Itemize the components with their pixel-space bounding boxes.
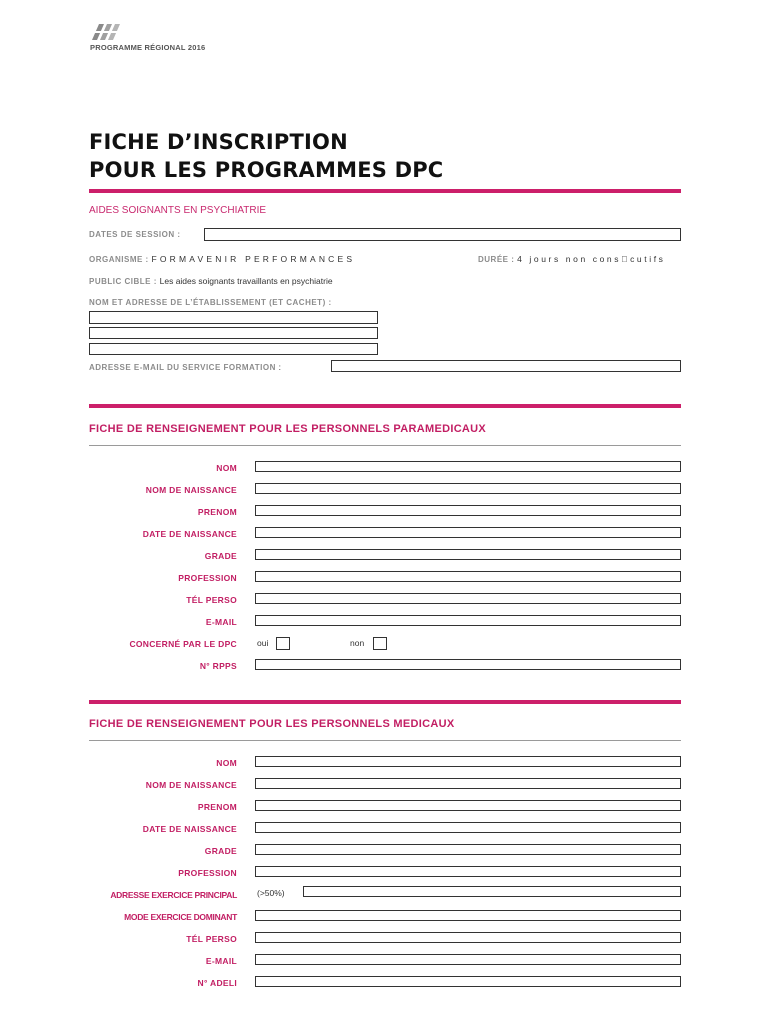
session-subtitle: AIDES SOIGNANTS EN PSYCHIATRIE <box>89 205 267 216</box>
etablissement-line-1[interactable] <box>89 311 378 324</box>
paramedical-divider <box>89 445 681 446</box>
etablissement-label: NOM ET ADRESSE DE L’ÉTABLISSEMENT (ET CACHET) : <box>89 298 332 307</box>
pm-oui-checkbox[interactable] <box>276 637 290 650</box>
anfh-logo-icon <box>90 22 124 42</box>
pm-non-checkbox[interactable] <box>373 637 387 650</box>
duree-row <box>478 254 666 264</box>
pm-nom-label: NOM <box>216 463 237 473</box>
email-service-colon: : <box>278 362 282 372</box>
dates-label: DATES DE SESSION : <box>89 230 181 239</box>
medical-rule <box>89 700 681 704</box>
pm-nom-input[interactable] <box>255 461 681 472</box>
medical-heading: FICHE DE RENSEIGNEMENT POUR LES PERSONNELS MEDICAUX <box>89 718 455 730</box>
md-grade-input[interactable] <box>255 844 681 855</box>
md-adresse-exercice-input[interactable] <box>303 886 681 897</box>
pm-profession-input[interactable] <box>255 571 681 582</box>
program-label: PROGRAMME RÉGIONAL 2016 <box>90 43 206 52</box>
organisme-label: ORGANISME : <box>89 255 149 264</box>
paramedical-heading: FICHE DE RENSEIGNEMENT POUR LES PERSONNELS PARAMEDICAUX <box>89 423 487 435</box>
md-nom-label: NOM <box>216 758 237 768</box>
md-date-naissance-input[interactable] <box>255 822 681 833</box>
etablissement-line-3[interactable] <box>89 343 378 355</box>
md-mode-exercice-input[interactable] <box>255 910 681 921</box>
email-service-label: ADRESSE E-MAIL DU SERVICE FORMATION <box>89 363 276 372</box>
title-rule <box>89 189 681 193</box>
md-email-label: E-MAIL <box>205 956 237 966</box>
md-adeli-label: N° ADELI <box>197 978 237 988</box>
md-nom-naissance-label: NOM DE NAISSANCE <box>145 780 237 790</box>
duree-label: DURÉE : <box>478 255 515 264</box>
pm-profession-label: PROFESSION <box>178 573 237 583</box>
pm-grade-input[interactable] <box>255 549 681 560</box>
pm-tel-input[interactable] <box>255 593 681 604</box>
md-adeli-input[interactable] <box>255 976 681 987</box>
md-pct-note: (>50%) <box>257 888 285 898</box>
pm-tel-label: TÉL PERSO <box>186 595 237 605</box>
md-mode-exercice-label: MODE EXERCICE DOMINANT <box>124 912 237 922</box>
pm-email-input[interactable] <box>255 615 681 626</box>
organisme-value: FORMAVENIR PERFORMANCES <box>151 254 356 264</box>
md-nom-input[interactable] <box>255 756 681 767</box>
md-nom-naissance-input[interactable] <box>255 778 681 789</box>
paramedical-rule <box>89 404 681 408</box>
medical-divider <box>89 740 681 741</box>
organisme-row <box>89 254 355 264</box>
pm-prenom-label: PRENOM <box>197 507 237 517</box>
page-title-line1: FICHE D’INSCRIPTION <box>89 130 348 154</box>
public-value: Les aides soignants travaillants en psychiatrie <box>159 276 333 286</box>
md-tel-label: TÉL PERSO <box>186 934 237 944</box>
pm-nom-naissance-label: NOM DE NAISSANCE <box>145 485 237 495</box>
pm-grade-label: GRADE <box>204 551 237 561</box>
pm-non-label: non <box>350 638 365 648</box>
md-prenom-label: PRENOM <box>197 802 237 812</box>
pm-oui-label: oui <box>257 638 269 648</box>
md-prenom-input[interactable] <box>255 800 681 811</box>
duree-value: 4 jours non cons cutifs <box>517 254 666 264</box>
md-email-input[interactable] <box>255 954 681 965</box>
public-row <box>89 276 333 286</box>
pm-date-naissance-label: DATE DE NAISSANCE <box>142 529 237 539</box>
email-service-input[interactable] <box>331 360 681 372</box>
pm-prenom-input[interactable] <box>255 505 681 516</box>
email-service-row <box>89 362 281 372</box>
etablissement-line-2[interactable] <box>89 327 378 339</box>
pm-rpps-input[interactable] <box>255 659 681 670</box>
page-title-line2: POUR LES PROGRAMMES DPC <box>89 158 444 182</box>
dates-input[interactable] <box>204 228 681 241</box>
md-profession-label: PROFESSION <box>178 868 237 878</box>
pm-date-naissance-input[interactable] <box>255 527 681 538</box>
pm-concerne-label: CONCERNÉ PAR LE DPC <box>129 639 237 649</box>
pm-nom-naissance-input[interactable] <box>255 483 681 494</box>
public-label: PUBLIC CIBLE : <box>89 277 157 286</box>
md-grade-label: GRADE <box>204 846 237 856</box>
md-profession-input[interactable] <box>255 866 681 877</box>
pm-email-label: E-MAIL <box>205 617 237 627</box>
pm-rpps-label: N° RPPS <box>199 661 237 671</box>
md-adresse-exercice-label: ADRESSE EXERCICE PRINCIPAL <box>110 890 237 900</box>
md-tel-input[interactable] <box>255 932 681 943</box>
md-date-naissance-label: DATE DE NAISSANCE <box>142 824 237 834</box>
